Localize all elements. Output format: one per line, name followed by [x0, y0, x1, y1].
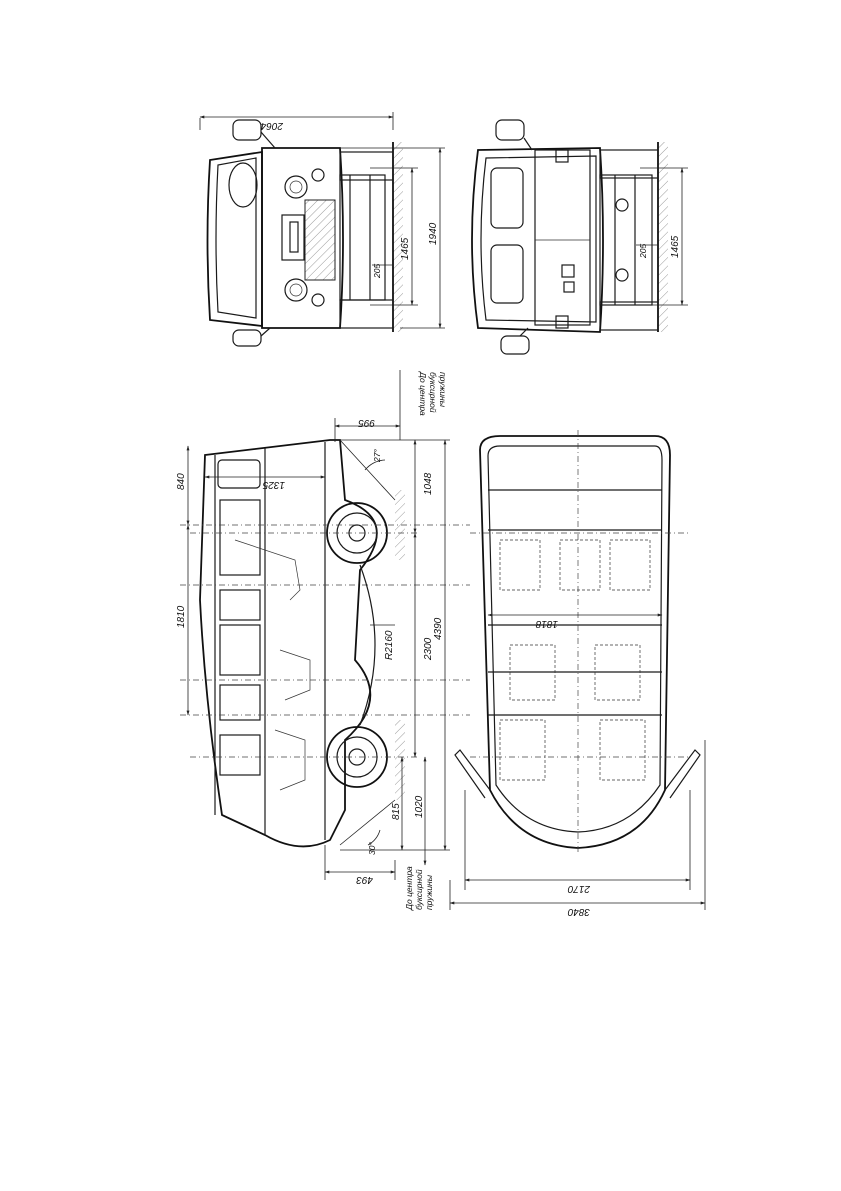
note-rear-3: пружины — [424, 875, 434, 910]
dim-493: 493 — [356, 874, 373, 885]
angle-27: 27° — [372, 449, 382, 462]
ground-hatch-front — [393, 142, 403, 332]
note-front-1: До центра — [418, 372, 428, 416]
dim-1020: 1020 — [414, 795, 425, 818]
dim-1818: 1818 — [535, 618, 558, 629]
dim-3840: 3840 — [567, 906, 590, 917]
dim-840: 840 — [176, 473, 187, 490]
dim-4390: 4390 — [433, 617, 444, 640]
note-front-3: пружины — [438, 372, 448, 407]
dim-2064: 2064 — [260, 120, 283, 131]
front-view — [200, 112, 445, 346]
ground-hatch-rear — [658, 142, 668, 332]
rear-view — [472, 120, 688, 354]
dim-1465-rear: 1465 — [670, 235, 681, 258]
dim-815: 815 — [391, 803, 402, 820]
dim-2170: 2170 — [567, 883, 590, 894]
dim-r2160: R2160 — [384, 630, 395, 660]
dim-2300: 2300 — [423, 637, 434, 660]
top-body-outline — [480, 436, 670, 848]
dim-205-rear: 205 — [638, 243, 648, 258]
dim-1465-front: 1465 — [400, 237, 411, 260]
note-rear-2: буксирной — [414, 869, 424, 910]
angle-30: 30° — [367, 842, 377, 855]
dim-205-front: 205 — [372, 263, 382, 278]
dim-995: 995 — [358, 417, 375, 428]
note-front-2: буксирной — [428, 372, 438, 413]
side-view — [176, 370, 470, 911]
dim-1048: 1048 — [423, 472, 434, 495]
dim-1325: 1325 — [262, 479, 285, 490]
dim-1810: 1810 — [176, 605, 187, 628]
dim-1940: 1940 — [428, 222, 439, 245]
top-view — [450, 430, 705, 917]
note-rear-1: До центра — [404, 866, 414, 910]
